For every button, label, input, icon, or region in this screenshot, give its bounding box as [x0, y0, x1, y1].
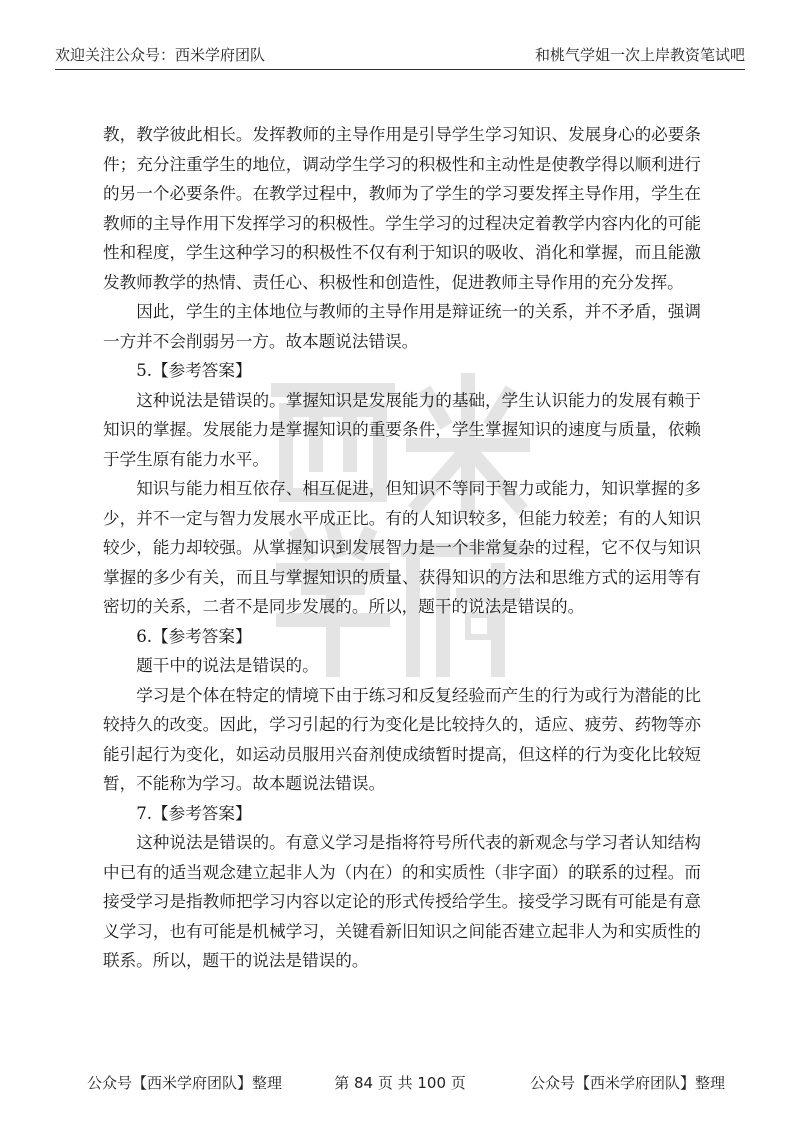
header-left-text: 欢迎关注公众号：西米学府团队: [55, 46, 266, 64]
footer-left-text: 公众号【西米学府团队】整理: [87, 1074, 283, 1092]
paragraph-conclusion-4: 因此，学生的主体地位与教师的主导作用是辩证统一的关系，并不矛盾，强调一方并不会削弱另一方。故本题说法错误。: [103, 302, 701, 351]
page-number: 第 84 页 共 100 页: [334, 1074, 466, 1092]
answer-5-paragraph-1: 这种说法是错误的。掌握知识是发展能力的基础，学生认识能力的发展有赖于知识的掌握。发展能力是掌握知识的重要条件，学生掌握知识的速度与质量，依赖于学生原有能力水平。: [103, 390, 701, 469]
header-rule: [55, 69, 745, 70]
answer-heading-6: 6.【参考答案】: [136, 626, 252, 646]
answer-heading-5: 5.【参考答案】: [136, 361, 252, 380]
answer-6-paragraph-2: 学习是个体在特定的情境下由于练习和反复经验而产生的行为或行为潜能的比较持久的改变。因此，学习引起的行为变化是比较持久的，适应、疲劳、药物等亦能引起行为变化，如运动员服用兴奋剂使成绩暂时提高，但这样的行为变化比较短暂，不能称为学习。故本题说法错误。: [103, 685, 701, 793]
answer-6-paragraph-1: 题干中的说法是错误的。: [136, 656, 319, 675]
answer-7-paragraph-1: 这种说法是错误的。有意义学习是指将符号所代表的新观念与学习者认知结构中已有的适当观念建立起非人为（内在）的和实质性（非字面）的联系的过程。而接受学习是指教师把学习内容以定论的形式传授给学生。接受学习既有可能是有意义学习，也有可能是机械学习，关键看新旧知识之间能否建立起非人为和实质性的联系。所以，题干的说法是错误的。: [103, 833, 701, 970]
page-header: [55, 38, 745, 70]
document-body: [103, 120, 701, 976]
answer-5-paragraph-2: 知识与能力相互依存、相互促进，但知识不等同于智力或能力，知识掌握的多少，并不一定与智力发展水平成正比。有的人知识较多，但能力较差；有的人知识较少，能力却较强。从掌握知识到发展智力是一个非常复杂的过程，它不仅与知识掌握的多少有关，而且与掌握知识的质量、获得知识的方法和思维方式的运用等有密切的关系，二者不是同步发展的。所以，题干的说法是错误的。: [103, 479, 701, 616]
header-right-text: 和桃气学姐一次上岸教资笔试吧: [534, 46, 745, 64]
answer-heading-7: 7.【参考答案】: [136, 803, 252, 823]
paragraph-continuation: 教，教学彼此相长。发挥教师的主导作用是引导学生学习知识、发展身心的必要条件；充分注重学生的地位，调动学生学习的积极性和主动性是使教学得以顺利进行的另一个必要条件。在教学过程中，教师为了学生的学习要发挥主导作用，学生在教师的主导作用下发挥学习的积极性。学生学习的过程决定着教学内容内化的可能性和程度，学生这种学习的积极性不仅有利于知识的吸收、消化和掌握，而且能激发教师教学的热情、责任心、积极性和创造性，促进教师主导作用的充分发挥。: [103, 125, 701, 292]
footer-right-text: 公众号【西米学府团队】整理: [529, 1074, 725, 1092]
page-footer: [75, 1072, 725, 1096]
